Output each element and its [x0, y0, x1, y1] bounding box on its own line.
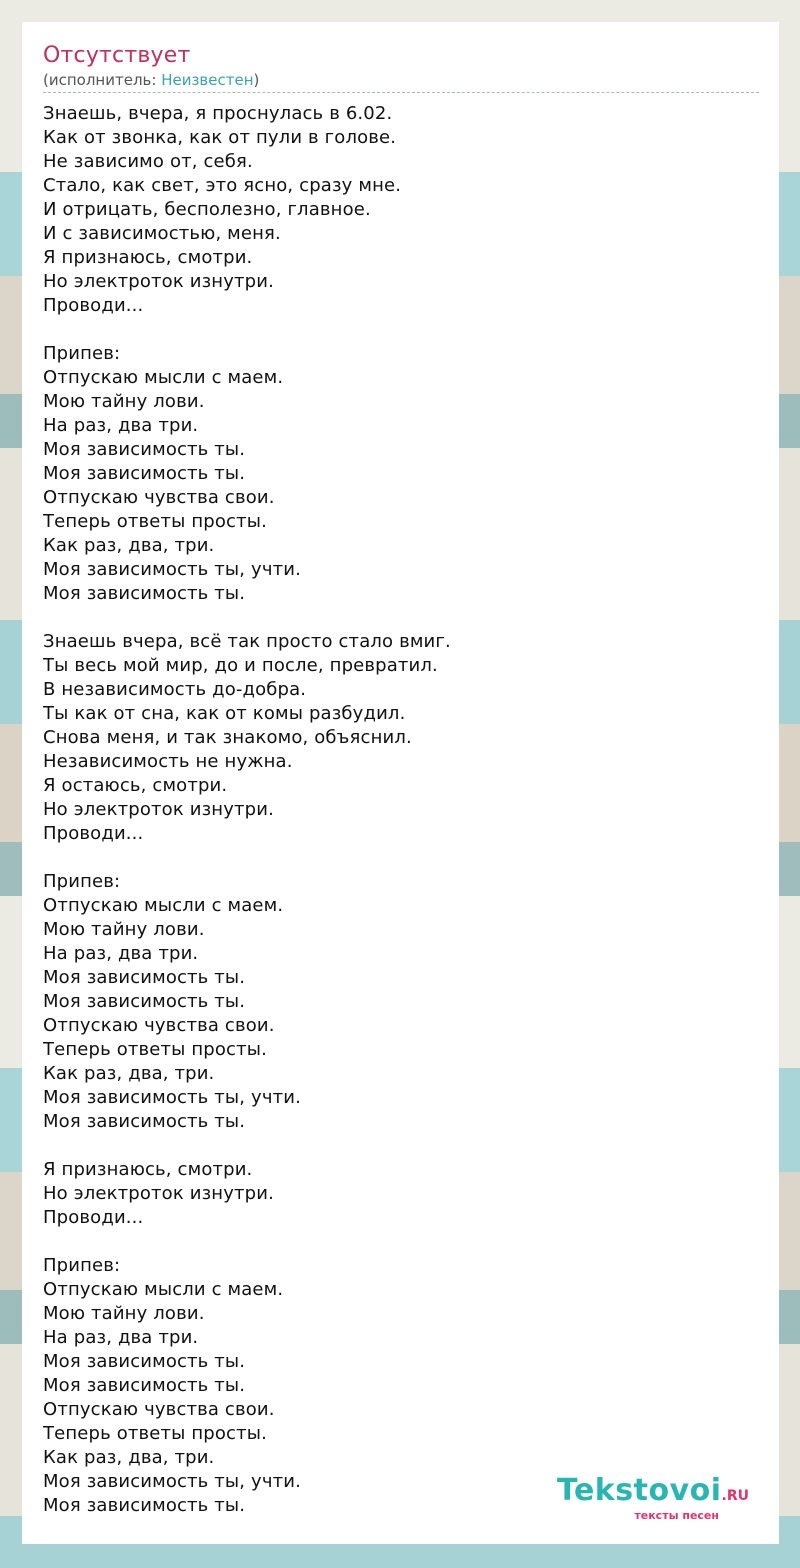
lyric-line: Снова меня, и так знакомо, объяснил.: [43, 727, 412, 748]
lyric-line: Но электроток изнутри.: [43, 271, 274, 292]
lyric-line: Я остаюсь, смотри.: [43, 775, 228, 796]
lyric-line: Ты как от сна, как от комы разбудил.: [43, 703, 406, 724]
lyric-line: Но электроток изнутри.: [43, 799, 274, 820]
lyric-line: Я признаюсь, смотри.: [43, 247, 253, 268]
lyric-line: Независимость не нужна.: [43, 751, 293, 772]
stanza-gap: [43, 846, 759, 870]
lyrics-body: [43, 102, 759, 1518]
stanza-gap: [43, 1134, 759, 1158]
lyric-line: Моя зависимость ты, учти.: [43, 1471, 301, 1492]
logo-tagline: тексты песен: [634, 1509, 719, 1522]
artist-suffix: ): [253, 71, 260, 89]
lyric-line: Моя зависимость ты.: [43, 439, 246, 460]
lyric-line: На раз, два три.: [43, 1327, 199, 1348]
lyric-line: Отпускаю чувства свои.: [43, 1399, 275, 1420]
lyric-line: Отпускаю чувства свои.: [43, 1015, 275, 1036]
lyric-line: Моя зависимость ты.: [43, 583, 246, 604]
lyric-line: Не зависимо от, себя.: [43, 151, 253, 172]
lyric-line: Проводи...: [43, 295, 144, 316]
lyric-line: Отпускаю мысли с маем.: [43, 1279, 284, 1300]
lyric-line: Моя зависимость ты.: [43, 1351, 246, 1372]
lyric-line: Припев:: [43, 871, 121, 892]
lyric-line: Припев:: [43, 343, 121, 364]
lyric-line: Проводи...: [43, 823, 144, 844]
lyric-line: В независимость до-добра.: [43, 679, 307, 700]
lyric-line: И отрицать, бесполезно, главное.: [43, 199, 371, 220]
artist-line: [43, 70, 759, 93]
lyric-line: Проводи...: [43, 1207, 144, 1228]
lyric-line: Моя зависимость ты.: [43, 463, 246, 484]
lyric-line: На раз, два три.: [43, 415, 199, 436]
lyrics-card: [22, 22, 779, 1544]
lyric-line: Моя зависимость ты.: [43, 1495, 246, 1516]
site-logo[interactable]: [557, 1474, 749, 1522]
lyric-line: И с зависимостью, меня.: [43, 223, 281, 244]
artist-link[interactable]: Неизвестен: [161, 71, 254, 89]
lyric-line: Как раз, два, три.: [43, 535, 215, 556]
lyric-line: Знаешь, вчера, я проснулась в 6.02.: [43, 103, 393, 124]
lyric-line: Мою тайну лови.: [43, 1303, 205, 1324]
lyric-line: Моя зависимость ты.: [43, 1111, 246, 1132]
lyric-line: Мою тайну лови.: [43, 919, 205, 940]
lyric-line: Стало, как свет, это ясно, сразу мне.: [43, 175, 402, 196]
lyric-line: Моя зависимость ты.: [43, 967, 246, 988]
stanza-gap: [43, 318, 759, 342]
lyric-line: Знаешь вчера, всё так просто стало вмиг.: [43, 631, 451, 652]
lyric-line: Припев:: [43, 1255, 121, 1276]
lyric-line: Моя зависимость ты.: [43, 1375, 246, 1396]
logo-tld: .RU: [721, 1488, 749, 1504]
logo-wordmark: [557, 1474, 749, 1513]
lyric-line: Как раз, два, три.: [43, 1447, 215, 1468]
lyric-line: Моя зависимость ты.: [43, 991, 246, 1012]
lyric-line: Теперь ответы просты.: [43, 511, 267, 532]
artist-prefix: (исполнитель:: [43, 71, 162, 89]
lyric-line: Теперь ответы просты.: [43, 1423, 267, 1444]
lyric-line: Отпускаю мысли с маем.: [43, 367, 284, 388]
lyric-line: Моя зависимость ты, учти.: [43, 559, 301, 580]
lyric-line: Отпускаю чувства свои.: [43, 487, 275, 508]
lyric-line: Ты весь мой мир, до и после, превратил.: [43, 655, 438, 676]
lyric-line: Моя зависимость ты, учти.: [43, 1087, 301, 1108]
lyric-line: Теперь ответы просты.: [43, 1039, 267, 1060]
lyric-line: На раз, два три.: [43, 943, 199, 964]
lyric-line: Отпускаю мысли с маем.: [43, 895, 284, 916]
lyric-line: Но электроток изнутри.: [43, 1183, 274, 1204]
lyric-line: Мою тайну лови.: [43, 391, 205, 412]
stanza-gap: [43, 606, 759, 630]
lyric-line: Как раз, два, три.: [43, 1063, 215, 1084]
song-title: Отсутствует: [43, 43, 191, 68]
logo-name: Tekstovoi: [556, 1473, 722, 1508]
lyric-line: Как от звонка, как от пули в голове.: [43, 127, 397, 148]
stanza-gap: [43, 1230, 759, 1254]
lyric-line: Я признаюсь, смотри.: [43, 1159, 253, 1180]
